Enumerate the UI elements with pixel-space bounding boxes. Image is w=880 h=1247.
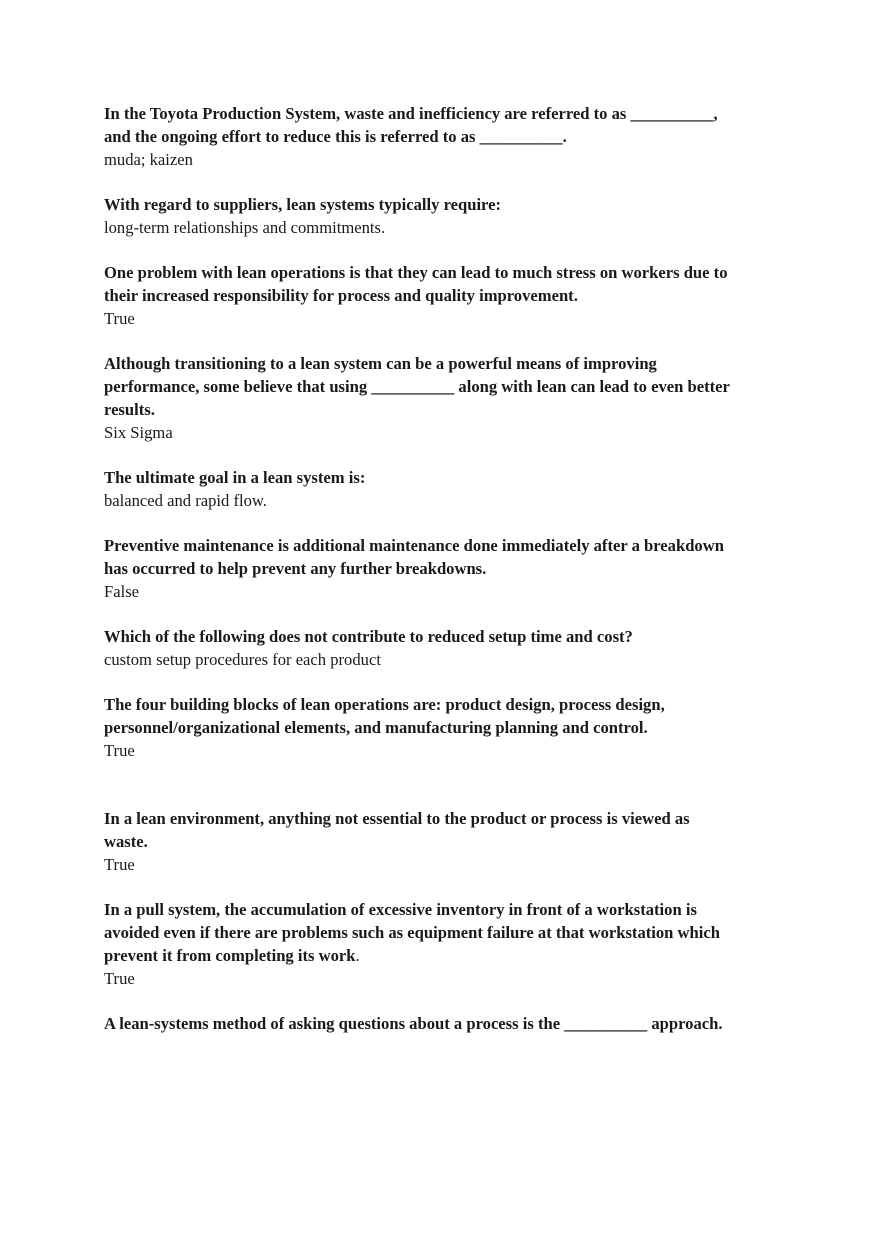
answer-text: True — [104, 855, 135, 874]
answer-text: True — [104, 969, 135, 988]
qa-item-3 — [104, 261, 784, 330]
question-text: In a lean environment, anything not essential to the product or process is viewed as waste. — [104, 809, 690, 851]
qa-item-9 — [104, 807, 784, 876]
qa-item-10 — [104, 898, 784, 990]
question-text-tail: . — [355, 946, 360, 965]
answer-text: Six Sigma — [104, 423, 173, 442]
qa-item-7 — [104, 625, 784, 671]
question-text: In the Toyota Production System, waste and inefficiency are referred to as __________, and the ongoing effort to reduce this is referred to as __________. — [104, 104, 718, 146]
qa-item-4 — [104, 352, 784, 444]
document-page — [104, 102, 784, 1035]
answer-text: long-term relationships and commitments. — [104, 218, 386, 237]
question-text — [104, 898, 784, 967]
question-text: Although transitioning to a lean system can be a powerful means of improving performance, some believe that using __________ along with lean can lead to even better results. — [104, 354, 730, 419]
answer-text: True — [104, 741, 135, 760]
qa-item-1 — [104, 102, 784, 171]
qa-item-11 — [104, 1012, 784, 1035]
answer-text: False — [104, 582, 140, 601]
answer-text: custom setup procedures for each product — [104, 650, 381, 669]
question-text: With regard to suppliers, lean systems typically require: — [104, 195, 502, 214]
question-text: The four building blocks of lean operations are: product design, process design, personnel/organizational elements, and manufacturing planning and control. — [104, 695, 665, 737]
question-text-main: In a pull system, the accumulation of excessive inventory in front of a workstation is avoided even if there are problems such as equipment failure at that workstation which prevent it from completing its work — [104, 900, 720, 965]
qa-item-5 — [104, 466, 784, 512]
question-text: Preventive maintenance is additional maintenance done immediately after a breakdown has occurred to help prevent any further breakdowns. — [104, 536, 724, 578]
question-text: The ultimate goal in a lean system is: — [104, 468, 366, 487]
question-text: Which of the following does not contribute to reduced setup time and cost? — [104, 627, 633, 646]
question-text: A lean-systems method of asking questions about a process is the __________ approach. — [104, 1014, 723, 1033]
answer-text: balanced and rapid flow. — [104, 491, 267, 510]
qa-item-8 — [104, 693, 784, 762]
question-text: One problem with lean operations is that they can lead to much stress on workers due to their increased responsibility for process and quality improvement. — [104, 263, 728, 305]
answer-text: True — [104, 309, 135, 328]
qa-item-6 — [104, 534, 784, 603]
qa-item-2 — [104, 193, 784, 239]
answer-text: muda; kaizen — [104, 150, 193, 169]
